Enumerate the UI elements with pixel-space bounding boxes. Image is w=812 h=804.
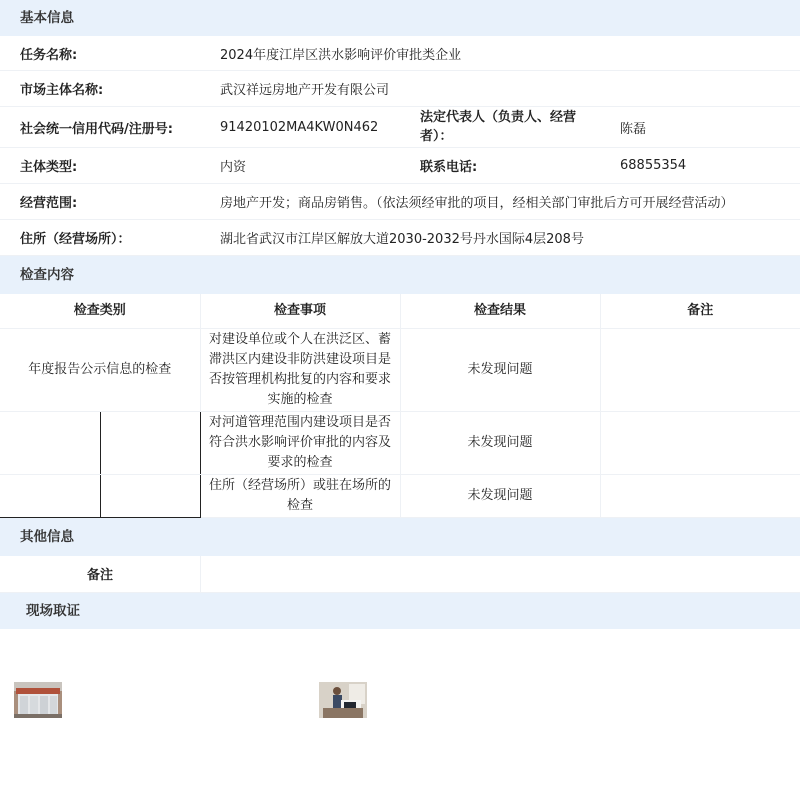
task-name-value: 2024年度江岸区洪水影响评价审批类企业 xyxy=(220,47,462,63)
office-inspection-photo[interactable] xyxy=(319,682,367,718)
legal-rep-label: 法定代表人（负责人、经营者）： xyxy=(420,110,577,144)
business-scope-label: 经营范围: xyxy=(20,196,78,211)
phone-value: 68855354 xyxy=(620,158,687,173)
empty-cell xyxy=(0,474,100,517)
entity-name-value: 武汉祥远房地产开发有限公司 xyxy=(220,83,390,98)
category-cell: 年度报告公示信息的检查 xyxy=(0,328,200,411)
section-basic-info-header: 基本信息 xyxy=(0,0,800,36)
table-row xyxy=(0,474,800,517)
storefront-photo[interactable] xyxy=(14,682,62,718)
row-other-remark xyxy=(0,556,800,593)
header-item: 检查事项 xyxy=(200,294,400,328)
table-row xyxy=(0,411,800,474)
header-remark: 备注 xyxy=(600,294,800,328)
item-cell: 对建设单位或个人在洪泛区、蓄滞洪区内建设非防洪建设项目是否按管理机构批复的内容和要求实施的检查 xyxy=(200,328,400,411)
remark-cell xyxy=(600,474,800,517)
row-entity-type xyxy=(0,148,800,184)
empty-cell xyxy=(100,411,200,474)
remark-cell xyxy=(600,328,800,411)
other-remark-value xyxy=(200,556,800,592)
header-category: 检查类别 xyxy=(0,294,200,328)
other-remark-label: 备注 xyxy=(86,568,113,583)
entity-type-label: 主体类型: xyxy=(20,160,78,175)
credit-code-value: 91420102MA4KW0N462 xyxy=(220,119,379,135)
row-credit-code xyxy=(0,107,800,148)
business-scope-value: 房地产开发；商品房销售。（依法须经审批的项目，经相关部门审批后方可开展经营活动） xyxy=(220,196,734,211)
inspection-header-row xyxy=(0,294,800,328)
legal-rep-value: 陈磊 xyxy=(620,121,647,137)
section-inspection-header: 检查内容 xyxy=(0,256,800,294)
task-name-label: 任务名称: xyxy=(20,47,78,63)
address-label: 住所（经营场所）： xyxy=(20,232,131,247)
inspection-table xyxy=(0,294,800,518)
remark-cell xyxy=(600,411,800,474)
phone-label: 联系电话: xyxy=(420,160,478,175)
row-address xyxy=(0,220,800,256)
section-other-header: 其他信息 xyxy=(0,518,800,556)
entity-name-label: 市场主体名称: xyxy=(20,83,104,98)
item-cell: 对河道管理范围内建设项目是否符合洪水影响评价审批的内容及要求的检查 xyxy=(200,411,400,474)
result-cell: 未发现问题 xyxy=(400,411,600,474)
address-value: 湖北省武汉市江岸区解放大道2030-2032号丹水国际4层208号 xyxy=(220,232,584,247)
item-cell: 住所（经营场所）或驻在场所的检查 xyxy=(200,474,400,517)
header-result: 检查结果 xyxy=(400,294,600,328)
empty-cell xyxy=(100,474,200,517)
evidence-photos xyxy=(0,628,800,804)
row-task-name xyxy=(0,36,800,71)
section-evidence-header: 现场取证 xyxy=(0,593,800,629)
entity-type-value: 内资 xyxy=(220,160,247,175)
row-entity-name xyxy=(0,71,800,107)
table-row xyxy=(0,328,800,411)
credit-code-label: 社会统一信用代码/注册号: xyxy=(20,121,173,137)
result-cell: 未发现问题 xyxy=(400,328,600,411)
empty-cell xyxy=(0,411,100,474)
result-cell: 未发现问题 xyxy=(400,474,600,517)
row-business-scope xyxy=(0,184,800,220)
